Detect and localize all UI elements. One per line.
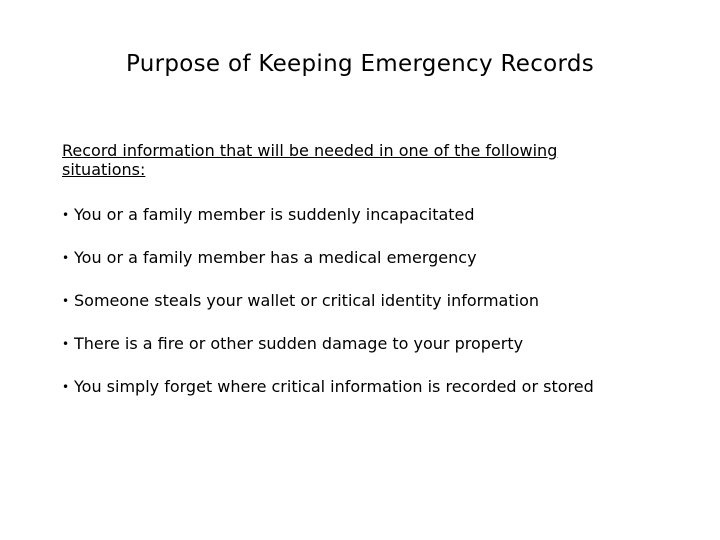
bullet-text: Someone steals your wallet or critical identity information [74,291,540,310]
slide-title: Purpose of Keeping Emergency Records [125,51,595,77]
bullet-list [62,204,702,419]
bullet-icon: • [62,380,70,394]
bullet-item [62,376,702,419]
bullet-item [62,247,702,290]
bullet-text: There is a fire or other sudden damage to your property [74,334,524,353]
bullet-item [62,204,702,247]
bullet-item [62,333,702,376]
bullet-text: You or a family member has a medical emergency [74,248,477,267]
bullet-icon: • [62,208,70,222]
intro-text: Record information that will be needed in one of the following situations: [62,141,558,179]
bullet-icon: • [62,294,70,308]
bullet-item [62,290,702,333]
bullet-text: You or a family member is suddenly incapacitated [74,205,475,224]
bullet-text: You simply forget where critical information is recorded or stored [74,377,594,396]
bullet-icon: • [62,251,70,265]
bullet-icon: • [62,337,70,351]
